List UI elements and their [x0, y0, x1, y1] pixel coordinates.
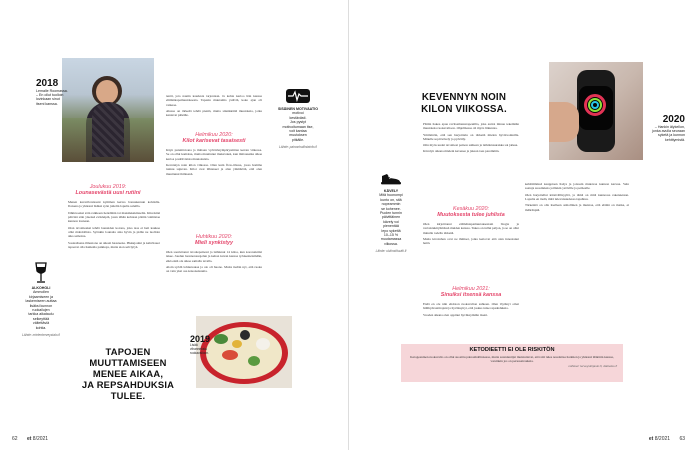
wine-glass-icon [33, 262, 49, 284]
alcohol-source: Lähde: mielenterveystalo.fi [22, 333, 60, 338]
photo1-caption-text: Lemalle Roomassa. – En ollut tuolloin lovinkaan sinut itseni kanssa. [36, 89, 68, 106]
photo2-caption-text: Lisää vihanneksia ruokavalioon. [190, 343, 209, 355]
section1-title: Joulukuu 2019: Lounasevästä uusi rutiini [75, 184, 141, 196]
section2-title: Helmikuu 2020: Kilot karisevat tasaisesti [182, 132, 246, 144]
alcohol-sidebar-text: ALKOHOLI Ammollen kirjaamiseen ja laskemiseen auttaa lisäksi kunnon ruokailujen tarkka aikataulu selkeyttää vältettäviä kohtia. [25, 286, 57, 330]
column1-body: Menen kaveriboxissani kymmen kertaa bonuskeruun kohdalle. Iloisena ja yhdessä lisäksi syön juttelin lopulta saleilla. Jälkiruoaksi söin raikkaan hedelmän tai mansikkakiisselin. Kiireisinä päivinä söin yleensä eväsleipiä, joten tähän kohtaan päätin valmistaa kunnon lounaan. Otan tavoitteeksi tehdä lounaiden kotona, joka taas ei heti kaukaa ollut mahdollista. Syönkin lounaita aina hyvin ja pidän ne tuolloin aika samoina. Sosiaalisena ilmastona on aikoni haasteena. Pikkujoulut ja kahvitauot tapaavat olla hankalia paikkoja, mutta aion selviytyä. [68, 200, 160, 250]
motivation-sidebar-text: SISÄINEN MOTIVAATIO motivoi kestävästi. Jos pystyt motivoitumaan itse, voit kantaa muutoksen pitkälle. [278, 107, 318, 142]
photo1-year: 2018 [36, 78, 59, 89]
alcohol-sidebar [16, 262, 66, 337]
photo2-caption [190, 334, 226, 355]
section3-body: Olen saavuttanut tavoitepainoni ja laihtunut 14 kiloa, kun koronakriisi iskee. Joudun luonnonsuojelun ja kehon kuvan kanssa työskentelemään, eikä enää ole aikaa samalla tavalla. Aloin syödä lohturuokaa ja olo oli huono. Mutta tiedän nyt, että ruoka on vain yksi osa kokonaisuutta. [166, 250, 262, 274]
smartwatch-photo [549, 62, 643, 160]
section4-title: Kesäkuu 2020: Muutoksesta tulee juhlista [437, 206, 505, 218]
section2-body: Käyn punnittavana ja mittaan vyötärönympärysmitan kerran viikossa. Se on ollut kamalaa, mutta muuttunut mukavaksi, kun mittausaika alkaa kertoa positiivisista muutoksista. Kevennyn noin kilon viikossa. Olen kuin flow-tilassa, jossa homma tuntuu sujuvan. Kilot ovat lähteneet ja alan ymmärtää, että olen muuttunut ihmisenä. [166, 148, 262, 176]
photo3-caption [627, 114, 685, 142]
motivation-source: Lähde: painonhallintainfo.fi [279, 145, 317, 150]
ketodiet-source: Lähteet: terveyskirjasto.fi, diabetes.fi [568, 364, 617, 369]
right-folio: et 8/2021 63 [648, 436, 685, 442]
walking-sidebar [363, 170, 419, 253]
column4-body: kehittämässä kauppiaan lisäys ja joissain mukavaa kunnon kasvua. Vein saatuja suosituksia joillekin ystäville ja perheelle. Olen harjoitellut kärsivällisyyttä, ja tämä on mitä kunnossa rakennetaan. Lopulta en tiedä, mitä tulevaisuudessa tapahtuu. Tärkeintä on olla itselleen armollinen ja muistaa, että elämä on matka, ei määränpää. [525, 182, 629, 212]
section3-title: Huhtikuu 2020: Mieli synkistyy [194, 234, 234, 246]
column3-body: Päätin hakea apua ravitsemusterapeutilta, joka auttoi minua tekemään muutoksia ruokavalioon. Ohjelmassa oli myös liikuntaa. Ymmärrän, että sen harjoittelu on tärkeää mielen hyvinvoinnille. Minulle sopii kävely ja pyöräily. Otin myös uudet tavoitteet painon suhteen ja laihdutusurakka sai jatkua. Kävelyn aikana mieleni kevenee ja jaksan taas paremmin. [423, 122, 519, 154]
photo2-year: 2019 [190, 334, 211, 344]
sneaker-icon [380, 170, 402, 186]
right-page [348, 0, 696, 450]
left-folio: 62 et 8/2021 [12, 436, 49, 442]
section5-title: Helmikuu 2021: Sinuiksi itsensä kanssa [440, 286, 502, 298]
pulse-icon [285, 88, 311, 104]
column2-body-top: tentti, jota nautin kaudesta tarjontaan. Ja kohta kertoo hän kanssa elämäntapamuutoksesta. Tapasin muutamia ystäviä, koko ajan oli vaikeaa. Alussa on tärkeää tehdä pieniä, mutta sinnikkäitä muutoksia, jotka kantavat pitkälle. [166, 94, 262, 118]
section4-body: Olen kirjoittanut elämäntapamuutoksestani blogia ja vertaistukiryhmässä muiden kanssa. Tukea on tullut paljon, ja se on ollut minulle todella tärkeää. Mutta kivoinhan ovat ne ihmiset, jotka kertovat että olen innostanut heitä. [423, 222, 519, 246]
walking-sidebar-text: KÄVELY Mitä huonompi kunto on, sitä nopeammin se kohenee. Puolen tunnin päivittäinen kävely voi pienentää lepo sykettä 10–15 % muutamassa viikossa. [379, 189, 403, 246]
main-headline: KEVENNYN NOIN KILON VIIKOSSA. [421, 92, 507, 115]
photo3-caption-text: – Hankin älykellon, jonka avulla seuraan syketä ja kunnon kehittymistä. [652, 125, 685, 142]
walking-source: Lähde: ukkinstituutti.fi [375, 249, 407, 254]
motivation-sidebar [268, 88, 328, 149]
ketodiet-text: Ketogeeninen ruokavalio on ollut suosittu painonhallinnassa, mutta asiantuntijat muistuttavat, että sitä tulee noudattaa harkiten ja yhdessä lääkärin kanssa, varsinkin jos on perussairauksia. [410, 355, 614, 364]
photo1-caption [36, 78, 76, 106]
ketodiet-box [401, 344, 623, 382]
ketodiet-title: KETODIEETTI EI OLE RISKITÖN [469, 347, 555, 353]
photo3-year: 2020 [662, 114, 685, 125]
woman-rome-photo [62, 58, 154, 162]
pull-quote: TAPOJEN MUUTTAMISEEN MENEE AIKAA, JA REPSAHDUKSIA TULEE. [81, 346, 175, 401]
section5-body: Enää en ole niin ehdoton ruokavalion suhteen. Olen löytänyt omat hiilihydraattirajani ja hyväksynyt, että joskus tulee repsahduksia. Vuoden aikana olen oppinut hyväksymään itseni. [423, 302, 519, 317]
